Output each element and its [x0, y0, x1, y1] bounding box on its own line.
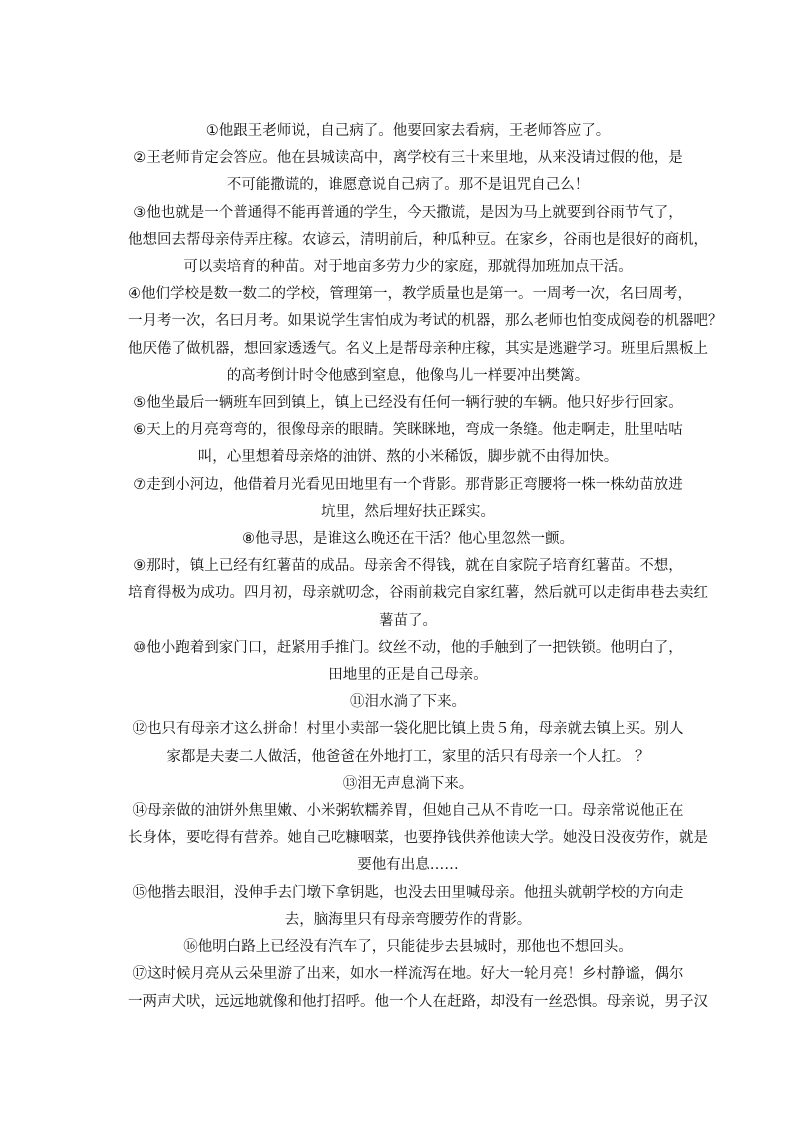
text-line: ⑫也只有母亲才这么拼命！村里小卖部一袋化肥比镇上贵５角，母亲就去镇上买。别人 — [132, 721, 684, 738]
paragraph-17 — [128, 961, 708, 1015]
text-line: ⑩他小跑着到家门口，赶紧用手推门。纹丝不动，他的手触到了一把铁锁。他明白了， — [133, 639, 683, 656]
text-line: 他厌倦了做机器，想回家透透气。名义上是帮母亲种庄稼，其实是逃避学习。班里后黑板上 — [128, 340, 708, 357]
text-line: 薯苗了。 — [379, 612, 437, 629]
text-line: 田地里的正是自己母亲。 — [328, 667, 488, 684]
paragraph-15 — [128, 880, 688, 934]
text-line: 一月考一次，名曰月考。如果说学生害怕成为考试的机器，那么老师也怕变成阅卷的机器吧？ — [128, 313, 723, 330]
text-line: ⑧他寻思，是谁这么晚还在干活？他心里忽然一颤。 — [242, 531, 574, 548]
text-line: ⑨那时，镇上已经有红薯苗的成品。母亲舍不得钱，就在自家院子培育红薯苗。不想， — [133, 558, 683, 575]
paragraph-12 — [128, 716, 688, 770]
text-line: ⑬泪无声息淌下来。 — [342, 775, 474, 792]
text-line: ⑭母亲做的油饼外焦里嫩、小米粥软糯养胃，但她自己从不肯吃一口。母亲常说他正在 — [132, 803, 684, 820]
text-line: 叫，心里想着母亲烙的油饼、熬的小米稀饭，脚步就不由得加快。 — [197, 449, 619, 466]
text-line: 长身体，要吃得有营养。她自己吃糠咽菜，也要挣钱供养他读大学。她没日没夜劳作，就是 — [128, 830, 708, 847]
paragraph-14 — [128, 798, 708, 880]
paragraph-7 — [128, 472, 688, 526]
paragraph-3 — [128, 200, 708, 282]
paragraph-9 — [128, 553, 708, 635]
text-line: 家都是夫妻二人做活，他爸爸在外地打工，家里的活只有母亲一个人扛。 ？ — [166, 748, 650, 765]
text-line: ④他们学校是数一数二的学校，管理第一，教学质量也是第一。一周考一次，名曰周考， — [128, 286, 692, 303]
text-line: ⑪泪水淌了下来。 — [350, 694, 466, 711]
text-line: ②王老师肯定会答应。他在县城读高中，离学校有三十来里地，从来没请过假的他，是 — [133, 150, 683, 167]
paragraph-6 — [128, 417, 688, 471]
text-line: ①他跟王老师说，自己病了。他要回家去看病，王老师答应了。 — [205, 123, 611, 139]
text-line: 的高考倒计时令他感到窒息，他像鸟儿一样要冲出樊篱。 — [226, 367, 590, 384]
paragraph-5 — [128, 390, 688, 417]
text-line: 不可能撒谎的，谁愿意说自己病了。那不是诅咒自己么！ — [226, 177, 590, 194]
text-line: ⑮他揩去眼泪，没伸手去门墩下拿钥匙，也没去田里喊母亲。他扭头就朝学校的方向走 — [132, 884, 684, 901]
paragraph-11 — [128, 689, 688, 716]
text-line: ⑥天上的月亮弯弯的，很像母亲的眼睛。笑眯眯地，弯成一条缝。他走啊走，肚里咕咕 — [133, 422, 683, 439]
paragraph-16 — [128, 934, 688, 961]
paragraph-1 — [128, 118, 688, 145]
story-text — [128, 118, 723, 1016]
paragraph-2 — [128, 145, 688, 199]
text-line: 坑里，然后埋好扶正踩实。 — [321, 503, 495, 520]
text-line: 他想回去帮母亲侍弄庄稼。农谚云，清明前后，种瓜种豆。在家乡，谷雨也是很好的商机， — [128, 231, 708, 248]
text-line: 去，脑海里只有母亲弯腰劳作的背影。 — [284, 911, 532, 928]
text-line: ③他也就是一个普通得不能再普通的学生，今天撒谎，是因为马上就要到谷雨节气了， — [133, 204, 683, 221]
text-line: 要他有出息…… — [357, 857, 459, 874]
paragraph-4 — [128, 281, 723, 390]
paragraph-8 — [128, 526, 688, 553]
text-line: 可以卖培育的种苗。对于地亩多劳力少的家庭，那就得加班加点干活。 — [183, 259, 633, 276]
text-line: 一两声犬吠，远远地就像和他打招呼。他一个人在赶路，却没有一丝恐惧。母亲说，男子汉 — [128, 993, 708, 1010]
text-line: ⑦走到小河边，他借着月光看见田地里有一个背影。那背影正弯腰将一株一株幼苗放进 — [133, 476, 683, 493]
text-line: ⑯他明白路上已经没有汽车了，只能徒步去县城时，那他也不想回头。 — [183, 939, 633, 956]
paragraph-13 — [128, 771, 688, 798]
text-line: ⑰这时候月亮从云朵里游了出来，如水一样流泻在地。好大一轮月亮！乡村静谧，偶尔 — [132, 966, 684, 983]
text-line: ⑤他坐最后一辆班车回到镇上，镇上已经没有任何一辆行驶的车辆。他只好步行回家。 — [133, 395, 683, 412]
paragraph-10 — [128, 635, 688, 689]
text-line: 培育得极为成功。四月初，母亲就叨念，谷雨前栽完自家红薯，然后就可以走街串巷去卖红 — [128, 585, 708, 602]
